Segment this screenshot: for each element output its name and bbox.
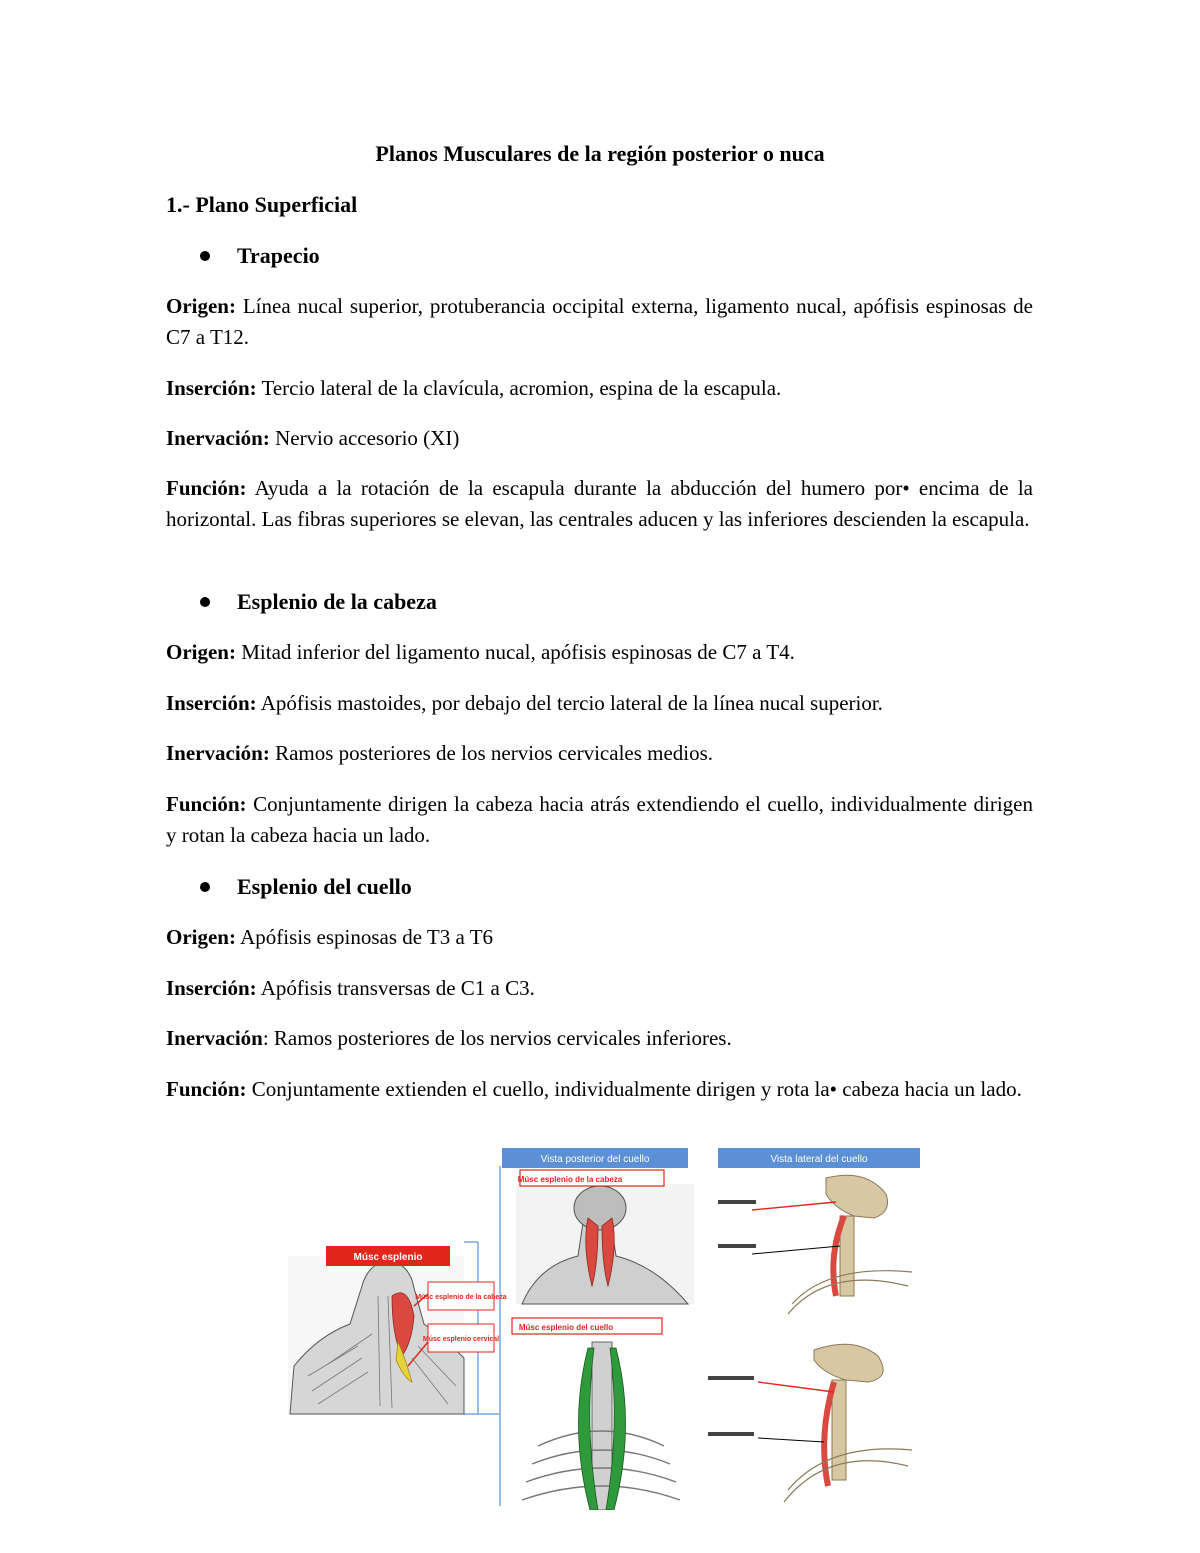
field-text: Tercio lateral de la clavícula, acromion, espina de la escapula. — [256, 376, 782, 400]
cervical-spine-panel — [508, 1334, 696, 1510]
field-label: Origen: — [166, 294, 236, 318]
field-text: Nervio accesorio (XI) — [269, 426, 460, 450]
field-insercion — [166, 688, 1033, 719]
field-text: Línea nucal superior, protuberancia occipital externa, ligamento nucal, apófisis espinosas de C7 a T12. — [166, 294, 1033, 349]
muscle-name: Trapecio — [237, 243, 320, 268]
field-funcion — [166, 473, 1033, 535]
field-funcion — [166, 1074, 1033, 1105]
field-origen — [166, 291, 1033, 353]
muscle-name: Esplenio de la cabeza — [237, 589, 437, 614]
bullet-icon — [200, 882, 210, 892]
field-label: Inserción: — [166, 691, 257, 715]
bullet-icon — [200, 597, 210, 607]
field-origen — [166, 637, 1033, 668]
field-text: Apófisis espinosas de T3 a T6 — [235, 925, 494, 949]
field-funcion — [166, 789, 1033, 851]
field-label: Inserción: — [166, 376, 257, 400]
figure-label-cuello-bottom: Músc esplenio del cuello — [518, 1323, 614, 1332]
field-label: Inervación: — [166, 741, 270, 765]
field-origen — [166, 922, 1033, 953]
bullet-icon — [200, 251, 210, 261]
figure-label-cabeza-side: Músc esplenio de la cabeza — [415, 1294, 507, 1301]
field-label: Origen: — [166, 640, 236, 664]
field-text: Ayuda a la rotación de la escapula durante la abducción del humero por• encima de la horizontal. Las fibras superiores se elevan, las centrales aducen y las inferiores descienden la escapula. — [166, 476, 1033, 531]
field-inervacion — [166, 423, 1033, 454]
field-label: Función: — [166, 476, 247, 500]
field-text: Apófisis mastoides, por debajo del tercio lateral de la línea nucal superior. — [256, 691, 883, 715]
field-label: Inervación: — [166, 426, 270, 450]
field-insercion — [166, 973, 1033, 1004]
field-inervacion — [166, 1023, 1033, 1054]
section-heading: 1.- Plano Superficial — [166, 192, 358, 217]
field-text: Conjuntamente extienden el cuello, individualmente dirigen y rota la• cabeza hacia un lado. — [246, 1077, 1022, 1101]
lateral-neck-panel-bottom — [708, 1344, 912, 1502]
figure-label-cervical-side: Músc esplenio cervical — [422, 1336, 500, 1343]
posterior-neck-panel — [516, 1184, 694, 1304]
anatomy-figure — [288, 1146, 924, 1510]
field-text: Ramos posteriores de los nervios cervicales medios. — [269, 741, 714, 765]
field-text: Conjuntamente dirigen la cabeza hacia atrás extendiendo el cuello, individualmente dirigen y rotan la cabeza hacia un lado. — [166, 792, 1033, 847]
lateral-neck-panel-top — [718, 1170, 920, 1314]
field-label: Función: — [166, 792, 247, 816]
field-label: Origen: — [166, 925, 236, 949]
field-inervacion — [166, 738, 1033, 769]
field-label: Inervación — [166, 1026, 263, 1050]
field-insercion — [166, 373, 1033, 404]
field-text: : Ramos posteriores de los nervios cervicales inferiores. — [262, 1026, 732, 1050]
muscle-name: Esplenio del cuello — [237, 874, 412, 899]
field-text: Mitad inferior del ligamento nucal, apófisis espinosas de C7 a T4. — [235, 640, 795, 664]
field-label: Inserción: — [166, 976, 257, 1000]
field-label: Función: — [166, 1077, 247, 1101]
figure-label-main: Músc esplenio — [353, 1252, 423, 1263]
figure-label-cabeza-top: Músc esplenio de la cabeza — [517, 1175, 623, 1184]
figure-header-posterior: Vista posterior del cuello — [540, 1154, 650, 1165]
figure-header-lateral: Vista lateral del cuello — [770, 1154, 868, 1165]
field-text: Apófisis transversas de C1 a C3. — [256, 976, 535, 1000]
page-title: Planos Musculares de la región posterior o nuca — [375, 141, 825, 166]
